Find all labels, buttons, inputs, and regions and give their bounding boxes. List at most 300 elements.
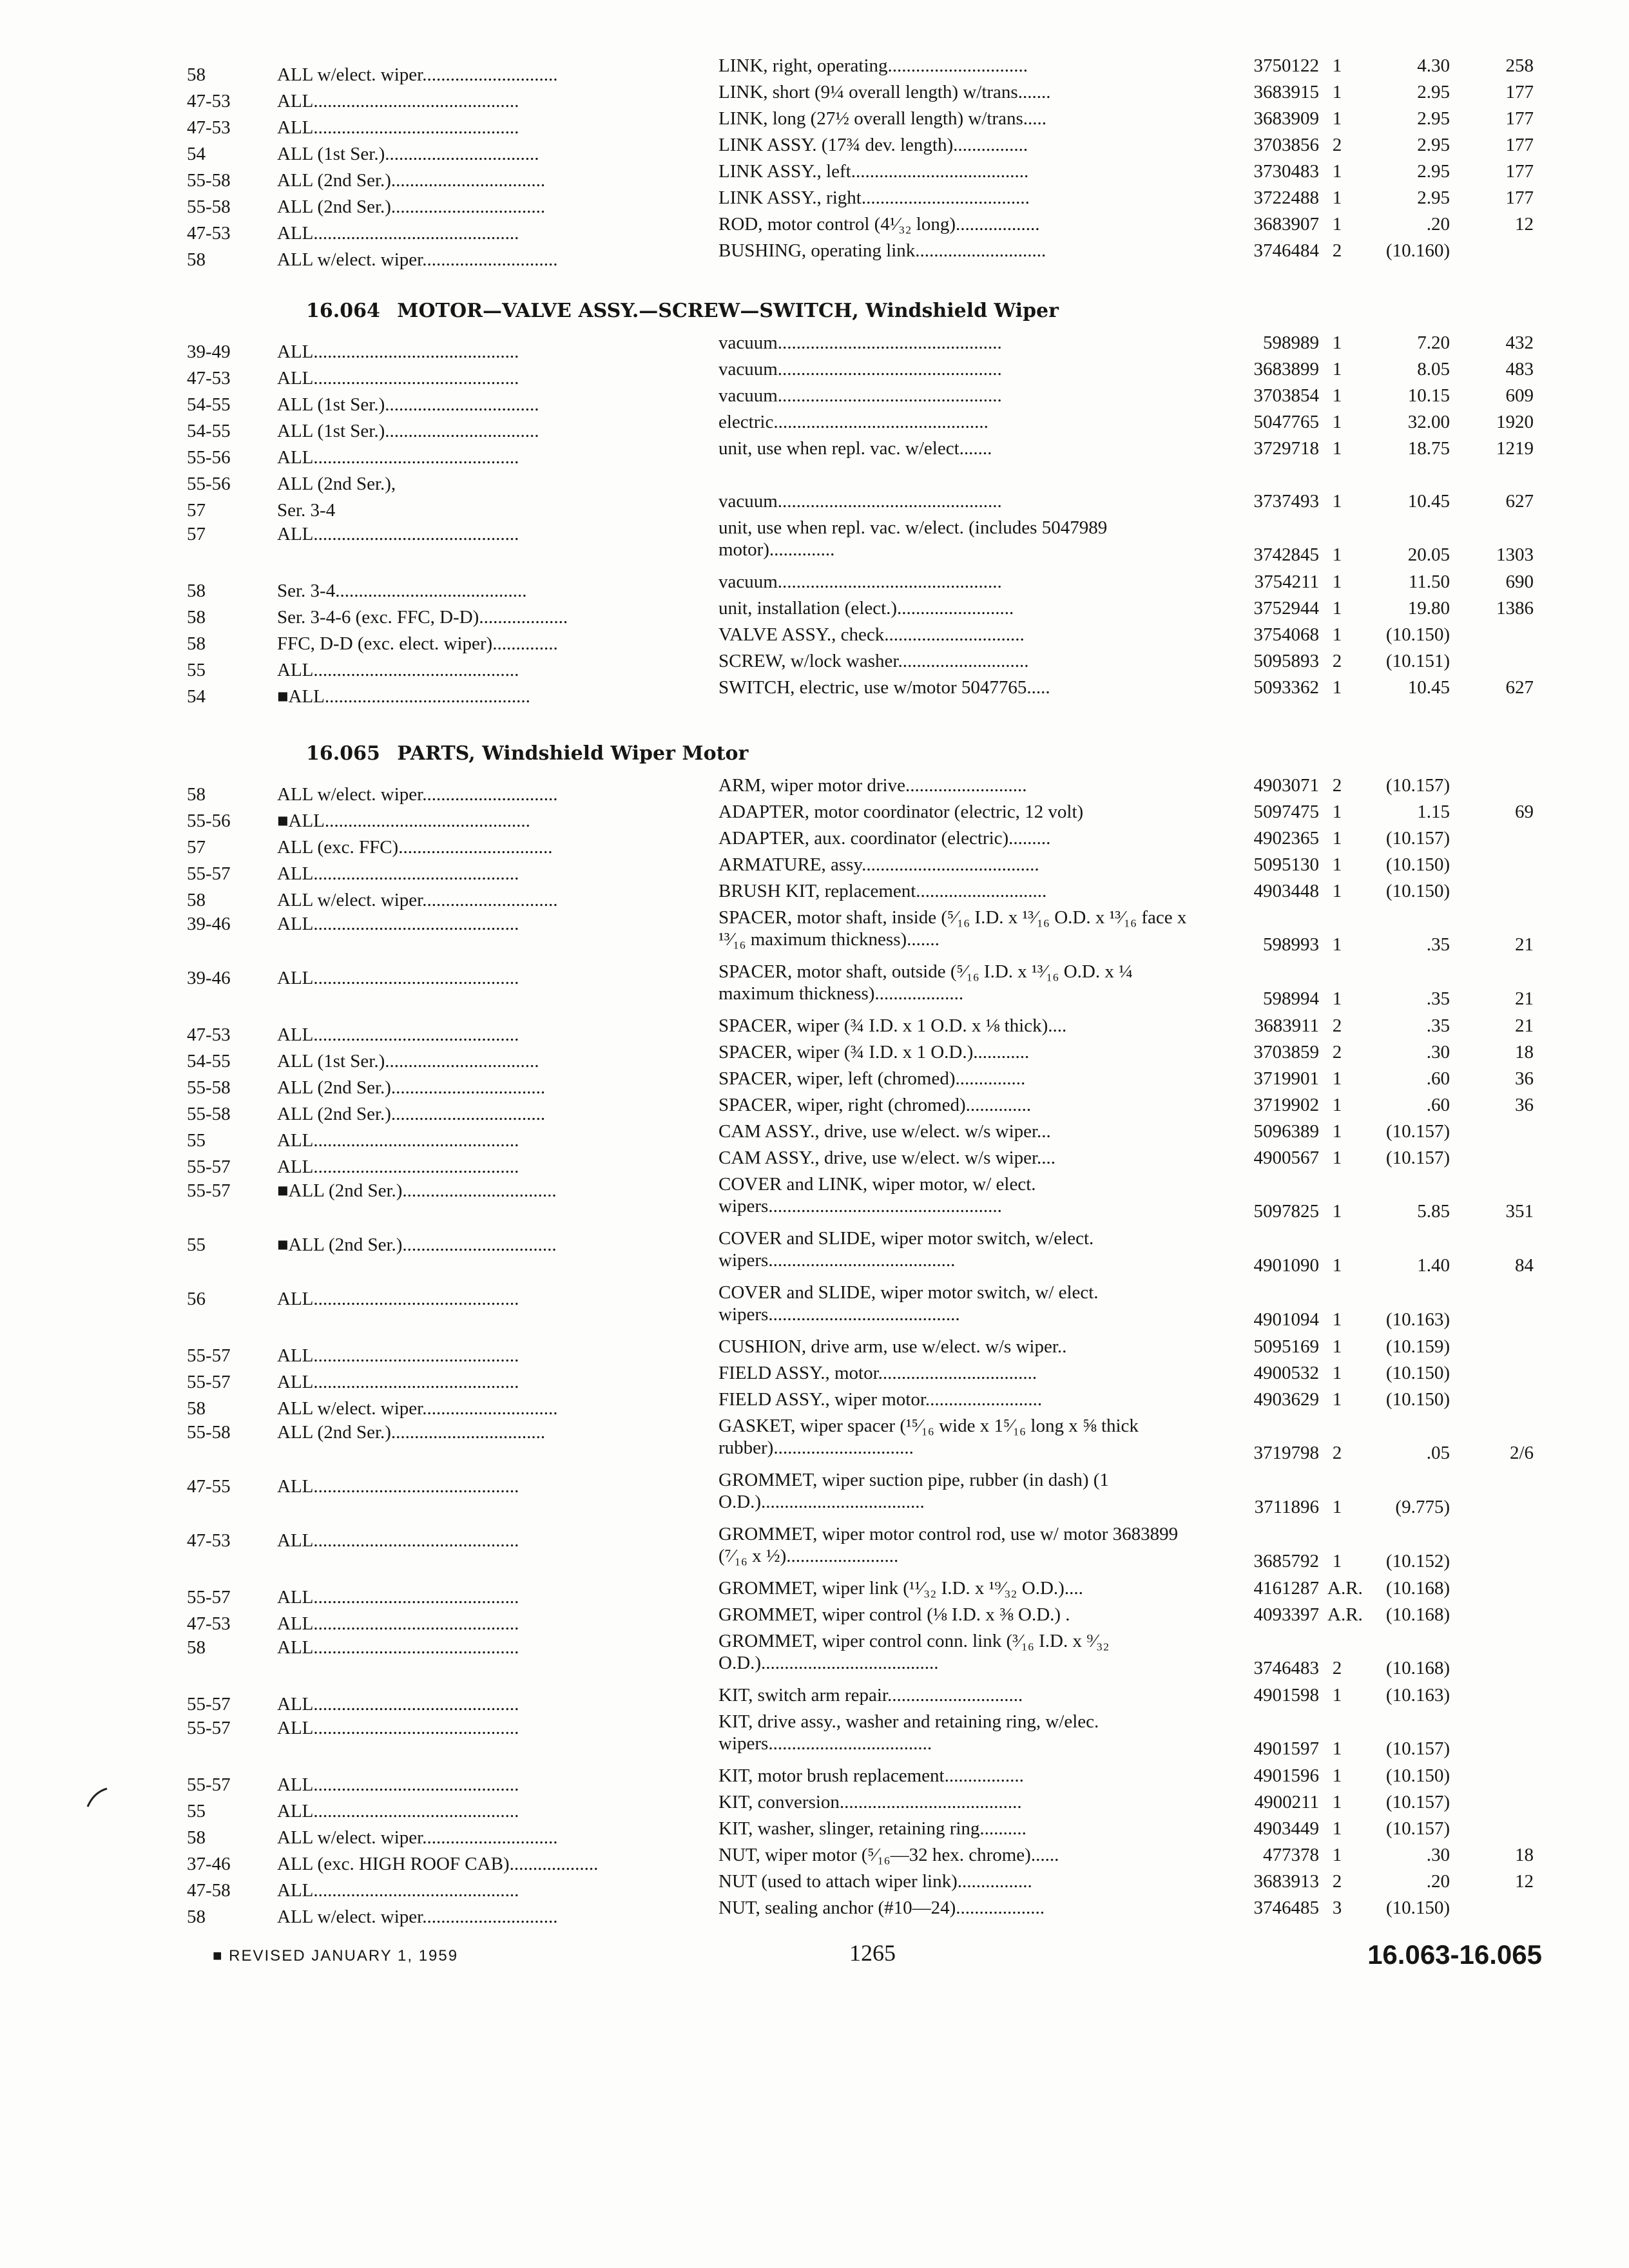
table-row (0, 517, 1629, 571)
row-price: (10.157) (1385, 828, 1450, 849)
row-models: ALL............................................ (277, 117, 519, 138)
row-models: ALL............................................ (277, 1774, 519, 1795)
row-weight: 21 (1515, 934, 1534, 955)
table-row (0, 801, 1629, 831)
row-models: ALL............................................ (277, 968, 519, 988)
row-part-number: 3719798 (1253, 1443, 1319, 1463)
row-year: 55-57 (187, 863, 231, 884)
row-quantity: 1 (1332, 187, 1342, 208)
table-row (0, 1630, 1629, 1684)
row-models: ALL w/elect. wiper............................. (277, 784, 558, 805)
row-year: 47-55 (187, 1476, 231, 1497)
row-price: 20.05 (1407, 544, 1450, 565)
table-row (0, 1282, 1629, 1336)
table-row (0, 1469, 1629, 1523)
row-price: .30 (1426, 1042, 1450, 1062)
table-row (0, 827, 1629, 858)
row-price: (10.163) (1385, 1685, 1450, 1706)
section-motor-valve (0, 332, 1629, 707)
row-quantity: 2 (1332, 1443, 1342, 1463)
row-models: ALL (2nd Ser.)................................. (277, 1077, 546, 1098)
row-year: 54 (187, 144, 206, 164)
row-part-number: 598994 (1263, 988, 1319, 1009)
table-row (0, 1015, 1629, 1045)
row-part-number: 4093397 (1253, 1604, 1319, 1625)
row-part-number: 3711896 (1254, 1497, 1319, 1517)
row-year: 47-58 (187, 1880, 231, 1901)
table-row (0, 81, 1629, 111)
table-row (0, 1577, 1629, 1608)
row-price: .35 (1426, 934, 1450, 955)
row-year: 47-53 (187, 1613, 231, 1634)
row-price: (10.157) (1385, 1818, 1450, 1839)
row-models: ALL w/elect. wiper............................. (277, 890, 558, 910)
row-models: ■ALL (2nd Ser.)................................. (277, 1235, 557, 1255)
row-part-number: 4903449 (1253, 1818, 1319, 1839)
row-quantity: 2 (1332, 1871, 1342, 1892)
row-weight: 351 (1505, 1201, 1534, 1222)
row-description: SWITCH, electric, use w/motor 5047765..... (718, 677, 1050, 698)
row-year: 54-55 (187, 394, 231, 415)
row-part-number: 3683907 (1253, 214, 1319, 235)
row-models: ALL............................................ (277, 1718, 519, 1738)
row-description: vacuum................................................ (718, 572, 1002, 592)
row-year: 47-53 (187, 91, 231, 111)
row-description: CAM ASSY., drive, use w/elect. w/s wiper... (718, 1121, 1051, 1142)
row-models: ALL............................................ (277, 1157, 519, 1177)
row-weight: 1920 (1496, 412, 1534, 432)
table-row (0, 1336, 1629, 1366)
row-models: ALL............................................ (277, 524, 519, 544)
row-quantity: 1 (1332, 1845, 1342, 1865)
row-price: 4.30 (1417, 55, 1450, 76)
row-part-number: 598993 (1263, 934, 1319, 955)
row-models: ■ALL............................................ (277, 686, 530, 707)
section-heading-16-064 (306, 300, 1059, 322)
row-models: ■ALL............................................ (277, 811, 530, 831)
row-description: KIT, drive assy., washer and retaining ring, w/elec. wipers................................... (718, 1711, 1099, 1754)
row-quantity: 2 (1332, 135, 1342, 155)
row-year: 58 (187, 1637, 206, 1658)
row-models: ALL w/elect. wiper............................. (277, 64, 558, 85)
row-part-number: 4903629 (1253, 1389, 1319, 1410)
section-title: MOTOR—VALVE ASSY.—SCREW—SWITCH, Windshield Wiper (397, 300, 1059, 322)
row-weight: 627 (1505, 491, 1534, 512)
row-year: 55 (187, 660, 206, 680)
table-row (0, 597, 1629, 628)
row-year: 58 (187, 633, 206, 654)
row-part-number: 3746483 (1253, 1658, 1319, 1678)
table-row (0, 961, 1629, 1015)
row-description: SPACER, wiper, right (chromed).............. (718, 1095, 1032, 1115)
page-number: 1265 (849, 1940, 896, 1966)
row-models: ALL............................................ (277, 660, 519, 680)
row-part-number: 3746485 (1253, 1898, 1319, 1918)
row-year: 58 (187, 1827, 206, 1848)
row-description: VALVE ASSY., check.............................. (718, 624, 1025, 645)
row-part-number: 3752944 (1253, 598, 1319, 619)
row-models: ALL (2nd Ser.)................................. (277, 170, 546, 191)
row-models: ALL w/elect. wiper............................. (277, 249, 558, 270)
table-row (0, 490, 1629, 521)
row-models: ALL w/elect. wiper............................. (277, 1827, 558, 1848)
row-price: 32.00 (1407, 412, 1450, 432)
table-row (0, 1389, 1629, 1419)
row-quantity: 1 (1332, 1818, 1342, 1839)
row-year: 54-55 (187, 1051, 231, 1072)
row-description: COVER and LINK, wiper motor, w/ elect. wipers.................................................. (718, 1174, 1036, 1216)
row-models: ALL............................................ (277, 1530, 519, 1551)
row-models: ALL............................................ (277, 1587, 519, 1608)
table-row (0, 1173, 1629, 1227)
page-footer (0, 1939, 1629, 1978)
row-year: 58 (187, 1907, 206, 1927)
row-price: 2.95 (1417, 187, 1450, 208)
row-year: 47-53 (187, 368, 231, 389)
row-price: 11.50 (1408, 572, 1450, 592)
row-price: (10.157) (1385, 775, 1450, 796)
row-part-number: 5097825 (1253, 1201, 1319, 1222)
row-year: 55-58 (187, 197, 231, 217)
row-weight: 1303 (1496, 544, 1534, 565)
row-quantity: 1 (1332, 854, 1342, 875)
table-row (0, 134, 1629, 164)
row-price: 10.15 (1407, 385, 1450, 406)
row-part-number: 4901597 (1253, 1738, 1319, 1759)
row-quantity: 2 (1332, 240, 1342, 261)
row-year: 55 (187, 1235, 206, 1255)
revised-note: ■ REVISED JANUARY 1, 1959 (213, 1947, 459, 1965)
row-models: ALL............................................ (277, 914, 519, 934)
row-quantity: 1 (1332, 624, 1342, 645)
row-models: ALL............................................ (277, 1694, 519, 1715)
row-quantity: 1 (1332, 108, 1342, 129)
row-part-number: 4903448 (1253, 881, 1319, 901)
row-quantity: 1 (1332, 1095, 1342, 1115)
row-description: GROMMET, wiper motor control rod, use w/ motor 3683899 (⁷⁄₁₆ x ½)........................ (718, 1524, 1179, 1566)
row-year: 55-56 (187, 474, 231, 494)
row-quantity: 1 (1332, 677, 1342, 698)
row-price: (10.168) (1385, 1578, 1450, 1599)
row-quantity: 1 (1332, 1363, 1342, 1383)
row-description: LINK ASSY. (17¾ dev. length)................ (718, 135, 1028, 155)
row-weight: 177 (1505, 161, 1534, 182)
table-row (0, 358, 1629, 389)
row-year: 58 (187, 64, 206, 85)
row-year: 55-57 (187, 1718, 231, 1738)
row-description: GROMMET, wiper suction pipe, rubber (in dash) (1 O.D.)................................... (718, 1470, 1109, 1512)
row-part-number: 3754211 (1254, 572, 1319, 592)
row-models: ALL............................................ (277, 447, 519, 468)
table-row (0, 1147, 1629, 1177)
row-weight: 1386 (1496, 598, 1534, 619)
row-quantity: 2 (1332, 1042, 1342, 1062)
row-part-number: 5097475 (1253, 802, 1319, 822)
row-price: (10.151) (1385, 651, 1450, 671)
row-price: (10.150) (1385, 1898, 1450, 1918)
pen-mark (84, 1785, 110, 1811)
row-part-number: 5095130 (1253, 854, 1319, 875)
row-part-number: 3750122 (1253, 55, 1319, 76)
table-row (0, 108, 1629, 138)
row-part-number: 3722488 (1253, 187, 1319, 208)
row-description: vacuum................................................ (718, 385, 1002, 406)
row-description: vacuum................................................ (718, 491, 1002, 512)
row-models: ALL w/elect. wiper............................. (277, 1398, 558, 1419)
row-models: ALL............................................ (277, 1372, 519, 1392)
row-models: ALL............................................ (277, 1637, 519, 1658)
row-price: .20 (1426, 1871, 1450, 1892)
row-quantity: 1 (1332, 1497, 1342, 1517)
row-year: 55-58 (187, 170, 231, 191)
row-price: .35 (1426, 988, 1450, 1009)
row-description: LINK ASSY., right.................................... (718, 187, 1030, 208)
row-description: ARMATURE, assy...................................... (718, 854, 1039, 875)
row-price: 10.45 (1407, 491, 1450, 512)
row-weight: 36 (1515, 1068, 1534, 1089)
row-year: 55 (187, 1130, 206, 1151)
row-price: 1.15 (1417, 802, 1450, 822)
table-row (0, 240, 1629, 270)
row-part-number: 3730483 (1253, 161, 1319, 182)
row-description: unit, use when repl. vac. w/elect. (includes 5047989 motor).............. (718, 517, 1108, 560)
row-models: ALL............................................ (277, 863, 519, 884)
row-weight: 177 (1505, 82, 1534, 102)
row-quantity: 1 (1332, 598, 1342, 619)
row-description: GASKET, wiper spacer (¹⁵⁄₁₆ wide x 1⁵⁄₁₆ long x ⅝ thick rubber).............................. (718, 1416, 1139, 1458)
table-row (0, 1711, 1629, 1765)
row-description: SPACER, wiper (¾ I.D. x 1 O.D. x ⅛ thick).... (718, 1015, 1067, 1036)
row-year: 54 (187, 686, 206, 707)
row-year: 55-56 (187, 811, 231, 831)
row-price: (10.168) (1385, 1604, 1450, 1625)
row-part-number: 4161287 (1253, 1578, 1319, 1599)
table-row (0, 187, 1629, 217)
row-description: FIELD ASSY., motor.................................. (718, 1363, 1037, 1383)
row-part-number: 3742845 (1253, 544, 1319, 565)
row-models: FFC, D-D (exc. elect. wiper).............. (277, 633, 558, 654)
table-row (0, 571, 1629, 601)
row-description: ARM, wiper motor drive.......................... (718, 775, 1027, 796)
row-quantity: 1 (1332, 988, 1342, 1009)
row-price: 2.95 (1417, 82, 1450, 102)
row-description: FIELD ASSY., wiper motor......................... (718, 1389, 1043, 1410)
row-description: KIT, switch arm repair............................. (718, 1685, 1023, 1706)
table-row (0, 332, 1629, 362)
row-year: 55-57 (187, 1587, 231, 1608)
row-models: ALL (2nd Ser.)................................. (277, 197, 546, 217)
row-description: NUT (used to attach wiper link)................ (718, 1871, 1032, 1892)
row-quantity: 1 (1332, 1201, 1342, 1222)
table-row (0, 213, 1629, 244)
row-models: ALL............................................ (277, 1345, 519, 1366)
section-number: 16.065 (306, 742, 380, 765)
row-quantity: 1 (1332, 1551, 1342, 1571)
row-part-number: 4901598 (1253, 1685, 1319, 1706)
row-models: ■ALL (2nd Ser.)................................. (277, 1180, 557, 1201)
row-price: 5.85 (1417, 1201, 1450, 1222)
row-description: unit, use when repl. vac. w/elect....... (718, 438, 992, 459)
row-year: 58 (187, 890, 206, 910)
row-description: CUSHION, drive arm, use w/elect. w/s wiper.. (718, 1336, 1067, 1357)
row-year: 55-58 (187, 1104, 231, 1124)
row-models: ALL w/elect. wiper............................. (277, 1907, 558, 1927)
row-quantity: 1 (1332, 491, 1342, 512)
row-price: (9.775) (1395, 1497, 1450, 1517)
row-description: SCREW, w/lock washer............................ (718, 651, 1029, 671)
row-quantity: 1 (1332, 1068, 1342, 1089)
row-part-number: 3719901 (1253, 1068, 1319, 1089)
row-models: ALL (2nd Ser.)................................. (277, 1104, 546, 1124)
row-price: (10.157) (1385, 1738, 1450, 1759)
row-models: ALL (2nd Ser.)................................. (277, 1422, 546, 1443)
row-weight: 627 (1505, 677, 1534, 698)
row-weight: 177 (1505, 108, 1534, 129)
row-description: GROMMET, wiper link (¹¹⁄₃₂ I.D. x ¹⁹⁄₃₂ O.D.).... (718, 1578, 1083, 1599)
row-quantity: 1 (1332, 1738, 1342, 1759)
row-quantity: 1 (1332, 572, 1342, 592)
row-description: unit, installation (elect.)......................... (718, 598, 1014, 619)
row-quantity: 1 (1332, 1148, 1342, 1168)
table-row (0, 1844, 1629, 1874)
row-part-number: 3754068 (1253, 624, 1319, 645)
row-quantity: 1 (1332, 1336, 1342, 1357)
table-row (0, 677, 1629, 707)
row-models: ALL (1st Ser.)................................. (277, 394, 539, 415)
row-models: ALL............................................ (277, 1801, 519, 1821)
row-weight: 18 (1515, 1042, 1534, 1062)
row-quantity: 3 (1332, 1898, 1342, 1918)
row-year: 55-58 (187, 1422, 231, 1443)
table-row (0, 160, 1629, 191)
row-price: 18.75 (1407, 438, 1450, 459)
row-price: .20 (1426, 214, 1450, 235)
section-heading-16-065 (306, 742, 748, 765)
row-year: 37-46 (187, 1854, 231, 1874)
row-weight: 69 (1515, 802, 1534, 822)
row-description: GROMMET, wiper control conn. link (³⁄₁₆ I.D. x ⁹⁄₃₂ O.D.)...................................... (718, 1631, 1110, 1673)
row-year: 57 (187, 837, 206, 858)
row-year: 55-57 (187, 1180, 231, 1201)
row-year: 55-58 (187, 1077, 231, 1098)
section-linkage (0, 55, 1629, 270)
table-row (0, 1120, 1629, 1151)
row-description: SPACER, motor shaft, outside (⁵⁄₁₆ I.D. x ¹³⁄₁₆ O.D. x ¼ maximum thickness)................... (718, 961, 1133, 1004)
row-models: ALL............................................ (277, 1880, 519, 1901)
row-description: ADAPTER, aux. coordinator (electric)......... (718, 828, 1051, 849)
row-price: (10.157) (1385, 1792, 1450, 1812)
row-price: 19.80 (1407, 598, 1450, 619)
row-part-number: 3737493 (1253, 491, 1319, 512)
row-year: 47-53 (187, 223, 231, 244)
row-part-number: 4901090 (1253, 1255, 1319, 1276)
row-weight: 690 (1505, 572, 1534, 592)
row-weight: 483 (1505, 359, 1534, 380)
row-price: 2.95 (1417, 161, 1450, 182)
row-part-number: 5047765 (1253, 412, 1319, 432)
row-description: NUT, sealing anchor (#10—24)................... (718, 1898, 1045, 1918)
row-description: SPACER, wiper (¾ I.D. x 1 O.D.)............ (718, 1042, 1030, 1062)
row-part-number: 3683915 (1253, 82, 1319, 102)
row-part-number: 4902365 (1253, 828, 1319, 849)
row-price: .35 (1426, 1015, 1450, 1036)
row-weight: 84 (1515, 1255, 1534, 1276)
row-description: COVER and SLIDE, wiper motor switch, w/elect. wipers........................................ (718, 1228, 1094, 1271)
row-weight: 18 (1515, 1845, 1534, 1865)
row-description: vacuum................................................ (718, 359, 1002, 380)
row-weight: 21 (1515, 988, 1534, 1009)
table-row (0, 1791, 1629, 1821)
section-range: 16.063-16.065 (1367, 1939, 1542, 1970)
table-row (0, 774, 1629, 805)
row-price: .60 (1426, 1095, 1450, 1115)
row-quantity: 1 (1332, 1792, 1342, 1812)
row-description: ADAPTER, motor coordinator (electric, 12 volt) (718, 802, 1084, 822)
row-weight: 12 (1515, 1871, 1534, 1892)
table-row (0, 1068, 1629, 1098)
table-row (0, 437, 1629, 468)
section-title: PARTS, Windshield Wiper Motor (397, 742, 749, 765)
row-part-number: 5093362 (1253, 677, 1319, 698)
row-description: NUT, wiper motor (⁵⁄₁₆—32 hex. chrome)...... (718, 1845, 1059, 1865)
table-row (0, 411, 1629, 441)
row-description: BRUSH KIT, replacement............................ (718, 881, 1047, 901)
row-price: 2.95 (1417, 108, 1450, 129)
row-description: electric.............................................. (718, 412, 988, 432)
row-price: .60 (1426, 1068, 1450, 1089)
row-part-number: 5095169 (1253, 1336, 1319, 1357)
row-price: (10.150) (1385, 624, 1450, 645)
row-price: (10.157) (1385, 1121, 1450, 1142)
row-quantity: 1 (1332, 828, 1342, 849)
row-models: ALL............................................ (277, 223, 519, 244)
table-row (0, 1094, 1629, 1124)
row-models: ALL (1st Ser.)................................. (277, 1051, 539, 1072)
row-description: GROMMET, wiper control (⅛ I.D. x ⅜ O.D.) . (718, 1604, 1070, 1625)
row-weight: 1219 (1496, 438, 1534, 459)
row-price: .05 (1426, 1443, 1450, 1463)
row-year: 55-57 (187, 1774, 231, 1795)
row-year: 57 (187, 500, 206, 521)
row-part-number: 4901596 (1253, 1765, 1319, 1786)
row-year: 55-56 (187, 447, 231, 468)
row-price: (10.150) (1385, 854, 1450, 875)
row-description: SPACER, motor shaft, inside (⁵⁄₁₆ I.D. x ¹³⁄₁₆ O.D. x ¹³⁄₁₆ face x ¹³⁄₁₆ maximum thickness)....... (718, 907, 1187, 950)
row-quantity: 2 (1332, 1658, 1342, 1678)
table-row (0, 1041, 1629, 1072)
row-models: Ser. 3-4 (277, 500, 336, 521)
row-price: (10.150) (1385, 1765, 1450, 1786)
row-price: (10.168) (1385, 1658, 1450, 1678)
row-year: 58 (187, 607, 206, 628)
row-models: ALL (1st Ser.)................................. (277, 421, 539, 441)
row-description: vacuum................................................ (718, 332, 1002, 353)
row-part-number: 598989 (1263, 332, 1319, 353)
row-quantity: 1 (1332, 438, 1342, 459)
row-description: LINK, long (27½ overall length) w/trans..... (718, 108, 1047, 129)
row-description: BUSHING, operating link............................ (718, 240, 1046, 261)
row-quantity: 1 (1332, 802, 1342, 822)
row-description: SPACER, wiper, left (chromed)............... (718, 1068, 1026, 1089)
table-row (0, 1897, 1629, 1927)
row-quantity: 1 (1332, 1121, 1342, 1142)
row-description: COVER and SLIDE, wiper motor switch, w/ elect. wipers......................................... (718, 1282, 1099, 1325)
table-row (0, 1604, 1629, 1634)
table-row (0, 1684, 1629, 1715)
table-row (0, 1227, 1629, 1282)
row-part-number: 3683911 (1254, 1015, 1319, 1036)
row-models: ALL (exc. FFC)................................. (277, 837, 553, 858)
